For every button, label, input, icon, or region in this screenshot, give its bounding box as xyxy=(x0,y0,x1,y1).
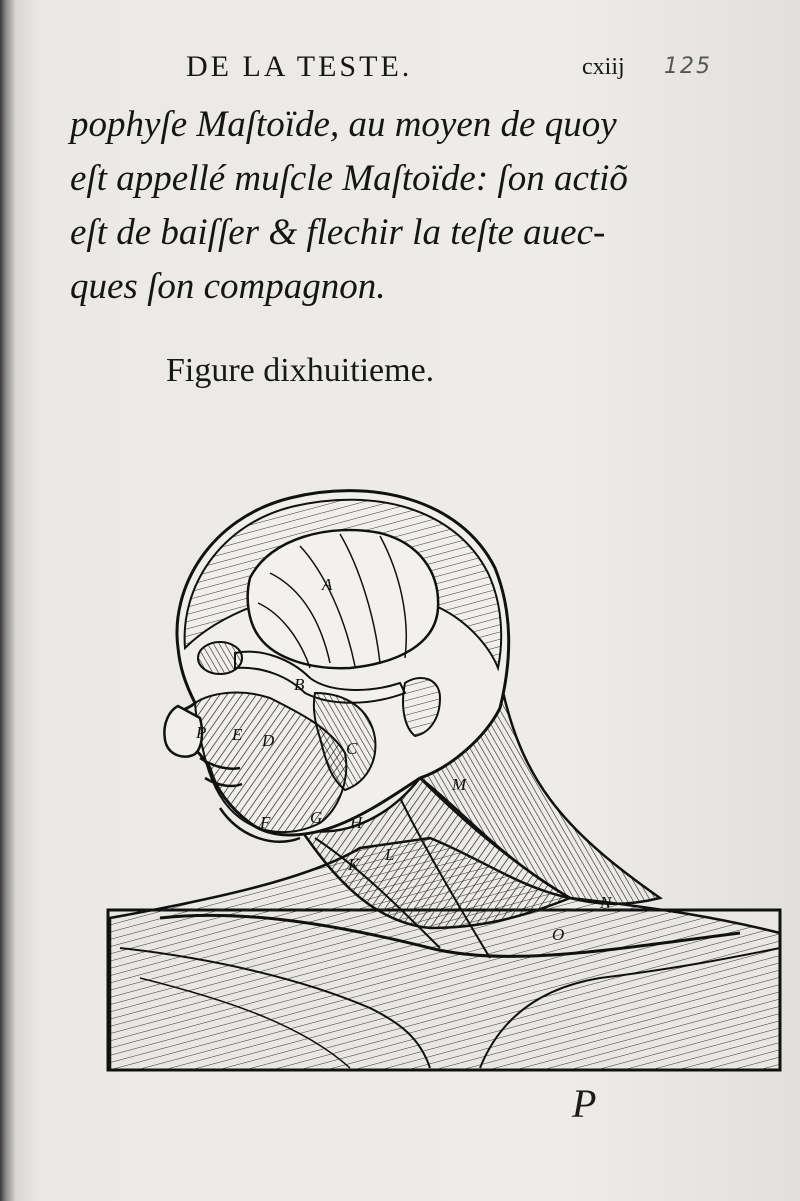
figure-label: B xyxy=(294,675,305,694)
anatomical-woodcut-head-neck xyxy=(100,478,790,1078)
figure-caption: Figure dixhuitieme. xyxy=(166,352,435,389)
folio-number: cxiij xyxy=(582,54,625,80)
pencil-page-number: 125 xyxy=(664,54,712,79)
body-paragraph xyxy=(70,98,640,314)
figure-label: C xyxy=(346,739,358,758)
figure-label: M xyxy=(452,775,467,794)
running-head: DE LA TESTE. xyxy=(186,50,413,83)
figure-label: P xyxy=(196,723,207,742)
figure-label: D xyxy=(262,731,275,750)
figure-label: H xyxy=(350,813,363,832)
signature-mark: P xyxy=(572,1081,597,1126)
figure-label: L xyxy=(385,845,395,864)
figure-label: A xyxy=(322,575,333,594)
figure-label: G xyxy=(310,808,323,827)
text-line: eſt de baiſſer & flechir la teſte auec- xyxy=(70,212,606,253)
text-line: eſt appellé muſcle Maſtoïde: ſon actiõ xyxy=(70,158,628,199)
figure-label: F xyxy=(260,813,271,832)
figure-label: K xyxy=(348,855,360,874)
text-line: ques ſon compagnon. xyxy=(70,266,386,307)
figure-label: O xyxy=(552,925,565,944)
text-line: pophyſe Maſtoïde, au moyen de quoy xyxy=(70,104,617,145)
figure-label: N xyxy=(600,893,612,912)
figure-label: E xyxy=(232,725,243,744)
